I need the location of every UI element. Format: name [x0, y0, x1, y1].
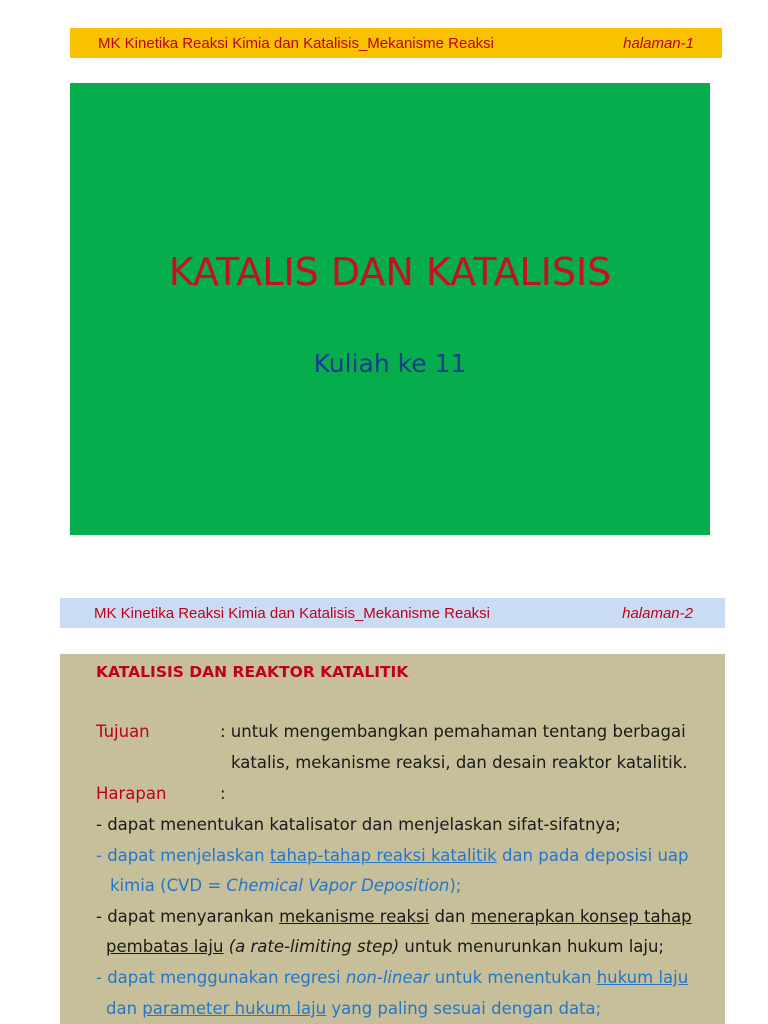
bullet-3-text: dan: [429, 907, 471, 926]
bullet-4-text: untuk menentukan: [429, 968, 597, 987]
harapan-row: [96, 784, 166, 804]
bullet-4-emphasis: parameter hukum laju: [142, 999, 327, 1018]
content-slide: [60, 654, 725, 1024]
harapan-label: Harapan: [96, 784, 167, 803]
tujuan-label: Tujuan: [96, 722, 150, 741]
bullet-2-text: dan pada deposisi uap: [496, 846, 689, 865]
bullet-4-text: dan: [106, 999, 143, 1018]
bullet-4-text: - dapat menggunakan regresi: [96, 968, 346, 987]
bullet-2-text: - dapat menjelaskan: [96, 846, 270, 865]
tujuan-text-2: katalis, mekanisme reaksi, dan desain reaktor katalitik.: [231, 753, 688, 772]
bullet-4: [96, 968, 688, 988]
bullet-3-italic: (a rate-limiting step): [228, 937, 400, 956]
tujuan-text-1: : untuk mengembangkan pemahaman tentang berbagai: [220, 722, 686, 741]
bullet-2-emphasis: tahap-tahap reaksi katalitik: [269, 846, 497, 865]
course-title: MK Kinetika Reaksi Kimia dan Katalisis_Mekanisme Reaksi: [94, 604, 490, 622]
page-number: halaman-1: [623, 34, 694, 52]
bullet-3-emphasis: pembatas laju: [106, 937, 224, 956]
tujuan-row: [96, 722, 150, 742]
bullet-2-text: kimia (CVD =: [110, 876, 227, 895]
bullet-3-emphasis: menerapkan konsep tahap: [470, 907, 692, 926]
bullet-2-text: );: [449, 876, 462, 895]
bullet-2-italic: Chemical Vapor Deposition: [226, 876, 450, 895]
slide-title: KATALIS DAN KATALISIS: [168, 250, 612, 294]
page-header-2: [60, 598, 725, 628]
bullet-3-cont: [106, 937, 664, 957]
section-title: KATALISIS DAN REAKTOR KATALITIK: [96, 663, 409, 681]
bullet-3-text: untuk menurunkan hukum laju;: [399, 937, 664, 956]
page-number: halaman-2: [622, 604, 693, 622]
bullet-2: [96, 846, 689, 866]
bullet-4-cont: [106, 999, 601, 1019]
course-title: MK Kinetika Reaksi Kimia dan Katalisis_Mekanisme Reaksi: [98, 34, 494, 52]
bullet-3-emphasis: mekanisme reaksi: [279, 907, 430, 926]
title-slide: [70, 83, 710, 535]
bullet-3-text: - dapat menyarankan: [96, 907, 280, 926]
bullet-3: [96, 907, 692, 927]
bullet-4-text: yang paling sesuai dengan data;: [326, 999, 602, 1018]
slide-subtitle: Kuliah ke 11: [313, 349, 467, 378]
bullet-2-cont: [110, 876, 461, 896]
page-header-1: [70, 28, 722, 58]
bullet-4-italic: non-linear: [345, 968, 430, 987]
bullet-1: - dapat menentukan katalisator dan menjelaskan sifat-sifatnya;: [96, 815, 621, 834]
harapan-colon: :: [220, 784, 226, 803]
bullet-4-emphasis: hukum laju: [596, 968, 689, 987]
